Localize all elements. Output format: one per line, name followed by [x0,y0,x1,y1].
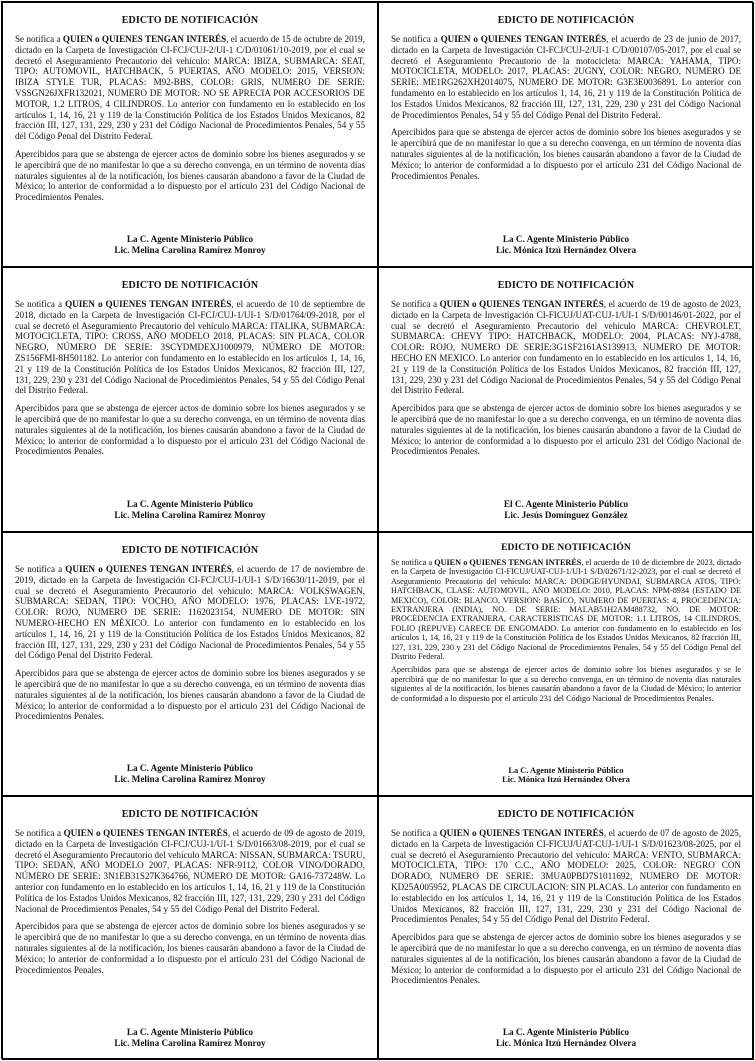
notice-signature: La C. Agente Ministerio Público Lic. Mónica Itzú Hernández Olvera [502,765,630,785]
notice-warning: Apercibidos para que se abstenga de ejercer actos de dominio sobre los bienes asegurados y se le apercibirá que de no manifestar lo que a su derecho convenga, en un término de noventa días naturales siguientes al de la notificación, los bienes causarán abandono a favor de la Ciudad de México; lo anterior de conformidad a lo dispuesto por el artículo 231 del Código Nacional de Procedimientos Penales. [391,932,741,986]
notice-title: EDICTO DE NOTIFICACIÓN [121,545,259,556]
notice-body: Se notifica a QUIEN o QUIENES TENGAN INTERÉS, el acuerdo de 09 de agosto de 2019, dictado en la Carpeta de Investigación CI-FCJ/CUJ-1/UI-1 S/D/01663/08-2019, por el cual se decretó el Aseguramiento Precautorio del vehículo MARCA: NISSAN, SUBMARCA: TSURU, TIPO: SEDAN, AÑO MODELO 2007, PLACAS: NFR-9112, COLOR VINO/DORADO, NÚMERO DE SERIE: 3N1EB31S27K364766, NÚMERO DE MOTOR: GA16-737248W. Lo anterior con fundamento en lo establecido en los artículos 1, 14, 16, 21 y 119 de la Constitución Política de los Estados Unidos Mexicanos, 82 fracción III, 127, 131, 229, 230 y 231 del Código Nacional de Procedimientos Penales, 54 y 55 del Código Penal del Distrito Federal. [15,828,365,914]
notice-7 [2,796,378,1060]
notice-title: EDICTO DE NOTIFICACIÓN [121,280,259,291]
notice-body: Se notifica a QUIEN o QUIENES TENGAN INTERÉS, el acuerdo de 19 de agosto de 2023, dictado en la Carpeta de Investigación CI-FICUJ/UAT-CUJ-1/UI-1 S/D/00146/01-2022, por el cual se decretó el Aseguramiento Precautorio del vehículo MARCA: CHEVROLET, SUBMARCA: CHEVY TIPO: HATCHBACK, MODELO: 2004, PLACAS: NYJ-4788, COLOR: ROJO, NUMERO DE SERIE:3G1SF2161AS139913, NUMERO DE MOTOR: HECHO EN MEXICO. Lo anterior con fundamento en lo establecido en los artículos 1, 14, 16, 21 y 119 de la Constitución Política de los Estados Unidos Mexicanos, 82 fracción III, 127, 131, 229, 230 y 231 del Código Nacional de Procedimientos Penales, 54 y 55 del Código Penal del Distrito Federal. [391,299,741,396]
notice-signature: La C. Agente Ministerio Público Lic. Melina Carolina Ramírez Monroy [114,1027,266,1048]
notice-signature: La C. Agente Ministerio Público Lic. Mónica Itzú Hernández Olvera [495,234,637,255]
notice-title: EDICTO DE NOTIFICACIÓN [121,809,259,820]
notice-title: EDICTO DE NOTIFICACIÓN [497,809,635,820]
notice-body: Se notifica a QUIEN o QUIENES TENGAN INTERÉS, el acuerdo de 15 de octubre de 2019, dictado en la Carpeta de Investigación CI-FCJ/CUJ-2/UI-1 C/D/01061/10-2019, por el cual se decretó el Aseguramiento Precautorio del vehículo: MARCA: IBIZA, SUBMARCA: SEAT, TIPO: AUTOMOVIL, HATCHBACK, 5 PUERTAS, AÑO MODELO: 2015, VERSION: IBIZA STYLE TUR, PLACAS: M92-BBS, COLOR: GRIS, NUMERO DE SERIE: VSSGN26JXFR132021, NUMERO DE MOTOR: NO SE APRECIA POR ACCESORIOS DE MOTOR, 1.2 LITROS, 4 CILINDROS. Lo anterior con fundamento en lo establecido en los artículos 1, 14, 16, 21 y 119 de la Constitución Política de los Estados Unidos Mexicanos, 82 fracción III, 127, 131, 229, 230 y 231 del Código Nacional de Procedimientos Penales, 54 y 55 del Código Penal del Distrito Federal. [15,34,365,142]
notice-3 [2,267,378,532]
notice-6 [378,532,754,796]
notice-body: Se notifica a QUIEN o QUIENES TENGAN INTERÉS, el acuerdo de 10 de septiembre de 2018, dictado en la Carpeta de Investigación CI-FCJ/CUJ-1/UI-1 S/D/01764/09-2018, por el cual se decretó el Aseguramiento Precautorio del vehículo MARCA: ITALIKA, SUBMARCA: MOTOCICLETA, TIPO: CROSS, AÑO MODELO 2018, PLACAS: SIN PLACA, COLOR NEGRO, NÚMERO DE SERIE: 3SCYDMDEXJ1000979, NÚMERO DE MOTOR: ZS156FMI-8H501182. Lo anterior con fundamento en lo establecido en los artículos 1, 14, 16, 21 y 119 de la Constitución Política de los Estados Unidos Mexicanos, 82 fracción III, 127, 131, 229, 230 y 231 del Código Nacional de Procedimientos Penales, 54 y 55 del Código Penal del Distrito Federal. [15,299,365,396]
notice-1 [2,2,378,267]
notice-title: EDICTO DE NOTIFICACIÓN [121,15,259,26]
notice-title: EDICTO DE NOTIFICACIÓN [497,280,635,291]
notice-body: Se notifica a QUIEN o QUIENES TENGAN INTERÉS, el acuerdo de 07 de agosto de 2025, dictado en la Carpeta de Investigación CI-FICUJ/UAT-CUJ-1/UI-1 S/D/01623/08-2025, por el cual se decretó el Aseguramiento Precautorio del vehículo: MARCA: VENTO, SUBMARCA: MOTOCICLETA, TIPO: 170 C.C., AÑO MODELO: 2025, COLOR: NEGRO CON DORADO, NUMERO DE SERIE: 3MUA0PBD7S1011692, NUMERO DE MOTOR: KD25A005952, PLACAS DE CIRCULACION: SIN PLACAS. Lo anterior con fundamento en lo establecido en los artículos 1, 14, 16, 21 y 119 de la Constitución Política de los Estados Unidos Mexicanos, 82 fracción III, 127, 131, 229, 230 y 231 del Código Nacional de Procedimientos Penales, 54 y 55 del Código Penal del Distrito Federal. [391,828,741,925]
notice-signature: La C. Agente Ministerio Público Lic. Melina Carolina Ramírez Monroy [114,763,266,784]
notice-warning: Apercibidos para que se abstenga de ejercer actos de dominio sobre los bienes asegurados y se le apercibirá que de no manifestar lo que a su derecho convenga, en un término de noventa días naturales siguientes al de la notificación, los bienes causarán abandono a favor de la Ciudad de México; lo anterior de conformidad a lo dispuesto por el artículo 231 del Código Nacional de Procedimientos Penales. [15,148,365,203]
notice-title: EDICTO DE NOTIFICACIÓN [501,543,631,553]
notice-2 [378,2,754,267]
notice-title: EDICTO DE NOTIFICACIÓN [497,15,635,26]
notice-warning: Apercibidos para que se abstenga de ejercer actos de dominio sobre los bienes asegurados y se le apercibirá que de no manifestar lo que a su derecho convenga, en un término de noventa días naturales siguientes al de la notificación, los bienes causarán abandono a favor de la Ciudad de México; lo anterior de conformidad a lo dispuesto por el artículo 231 del Código Nacional de Procedimientos Penales. [391,665,741,703]
notice-warning: Apercibidos para que se abstenga de ejercer actos de dominio sobre los bienes asegurados y se le apercibirá que de no manifestar lo que a su derecho convenga, en un término de noventa días naturales siguientes al de la notificación, los bienes causarán abandono a favor de la Ciudad de México; lo anterior de conformidad a lo dispuesto por el artículo 231 del Código Nacional de Procedimientos Penales. [15,668,365,722]
notice-signature: La C. Agente Ministerio Público Lic. Mónica Itzú Hernández Olvera [495,1027,637,1048]
notice-warning: Apercibidos para que se abstenga de ejercer actos de dominio sobre los bienes asegurados y se le apercibirá que de no manifestar lo que a su derecho convenga, en un término de noventa días naturales siguientes al de la notificación, los bienes causarán abandono a favor de la Ciudad de México; lo anterior de conformidad a lo dispuesto por el artículo 231 del Código Nacional de Procedimientos Penales. [15,921,365,975]
notice-5 [2,532,378,796]
notice-body: Se notifica a QUIEN o QUIENES TENGAN INTERÉS, el acuerdo de 10 de diciembre de 2023, dictado en la Carpeta de Investigación CI-FICUJ/UAT-CUJ-1/UI-1 S/D/02671/12-2023, por el cual se decretó el Aseguramiento Precautorio del vehículo: MARCA: DODGE/HYUNDAI, SUBMARCA ATOS, TIPO: HATCHBACK, CLASE: AUTOMOVIL, AÑO MODELO: 2010, PLACAS: NPM-8934 (ESTADO DE MEXICO), COLOR: BLANCO, VERSION: BASICO, NUMERO DE PUERTAS: 4, PROCEDENCIA: EXTRANJERA (INDIA), NO. DE SERIE: MALAB51H2AM488732, NO. DE MOTOR: PROCEDENCIA EXTRANJERA, CARACTERISTICAS DE MOTOR: 1.1 LITROS, 14 CILINDROS, FOLIO (REPUVE) CARECE DE ENGOMADO. Lo anterior con fundamento en lo establecido en los artículos 1, 14, 16, 21 y 119 de la Constitución Política de los Estados Unidos Mexicanos, 82 fracción III, 127, 131, 229, 230 y 231 del Código Nacional de Procedimientos Penales, 54 y 55 del Código Penal del Distrito Federal. [391,558,742,662]
notice-signature: La C. Agente Ministerio Público Lic. Melina Carolina Ramírez Monroy [114,499,266,520]
notice-body: Se notifica a QUIEN o QUIENES TENGAN INTERÉS, el acuerdo de 23 de junio de 2017, dictado en la Carpeta de Investigación CI-FCJ/CUJ-2/UI-1 C/D/00107/05-2017, por el cual se decretó el Aseguramiento Precautorio de la motocicleta: MARCA: YAHAMA, TIPO: MOTOCICLETA, MODELO: 2017, PLACAS: 2UGNY, COLOR: NEGRO, NUMERO DE SERIE: ME1RG262XH2014075, NUMERO DE MOTOR: G3E3E0036891. Lo anterior con fundamento en lo establecido en los artículos 1, 14, 16, 21 y 119 de la Constitución Política de los Estados Unidos Mexicanos, 82 fracción III, 127, 131, 229, 230 y 231 del Código Nacional de Procedimientos Penales, 54 y 55 del Código Penal del Distrito Federal. [391,34,741,120]
notice-warning: Apercibidos para que se abstenga de ejercer actos de dominio sobre los bienes asegurados y se le apercibirá que de no manifestar lo que a su derecho convenga, en un término de noventa días naturales siguientes al de la notificación, los bienes causarán abandono a favor de la Ciudad de México; lo anterior de conformidad a lo dispuesto por el artículo 231 del Código Nacional de Procedimientos Penales. [391,403,741,457]
notice-signature: El C. Agente Ministerio Público Lic. Jesús Domínguez González [503,499,629,520]
notice-warning: Apercibidos para que se abstenga de ejercer actos de dominio sobre los bienes asegurados y se le apercibirá que de no manifestar lo que a su derecho convenga, en un término de noventa días naturales siguientes al de la notificación, los bienes causarán abandono a favor de la Ciudad de México; lo anterior de conformidad a lo dispuesto por el artículo 231 del Código Nacional de Procedimientos Penales. [15,403,365,457]
notice-body: Se notifica a QUIEN o QUIENES TENGAN INTERÉS, el acuerdo de 17 de noviembre de 2019, dictado en la Carpeta de Investigación CI-FCJ/CUJ-1/UI-1 S/D/16630/11-2019, por el cual se decretó el Aseguramiento Precautorio del vehículo: MARCA: VOLKSWAGEN, SUBMARCA: SEDAN, TIPO: VOCHO, AÑO MODELO: 1976, PLACAS: LVE-1972, COLOR: ROJO, NUMERO DE SERIE: 1162023154, NUMERO DE MOTOR: SIN NUMERO-HECHO EN MÉXICO. Lo anterior con fundamento en lo establecido en los artículos 1, 14, 16, 21 y 119 de la Constitución Política de los Estados Unidos Mexicanos, 82 fracción III, 127, 131, 229, 230 y 231 del Código Nacional de Procedimientos Penales, 54 y 55 del Código Penal del Distrito Federal. [15,564,365,661]
notice-warning: Apercibidos para que se abstenga de ejercer actos de dominio sobre los bienes asegurados y se le apercibirá que de no manifestar lo que a su derecho convenga, en un término de noventa días naturales siguientes al de la notificación, los bienes causarán abandono a favor de la Ciudad de México; lo anterior de conformidad a lo dispuesto por el artículo 231 del Código Nacional de Procedimientos Penales. [391,127,741,181]
notice-8 [378,796,754,1060]
notice-signature: La C. Agente Ministerio Público Lic. Melina Carolina Ramírez Monroy [114,234,266,255]
notice-4 [378,267,754,532]
notices-grid [1,1,753,1059]
